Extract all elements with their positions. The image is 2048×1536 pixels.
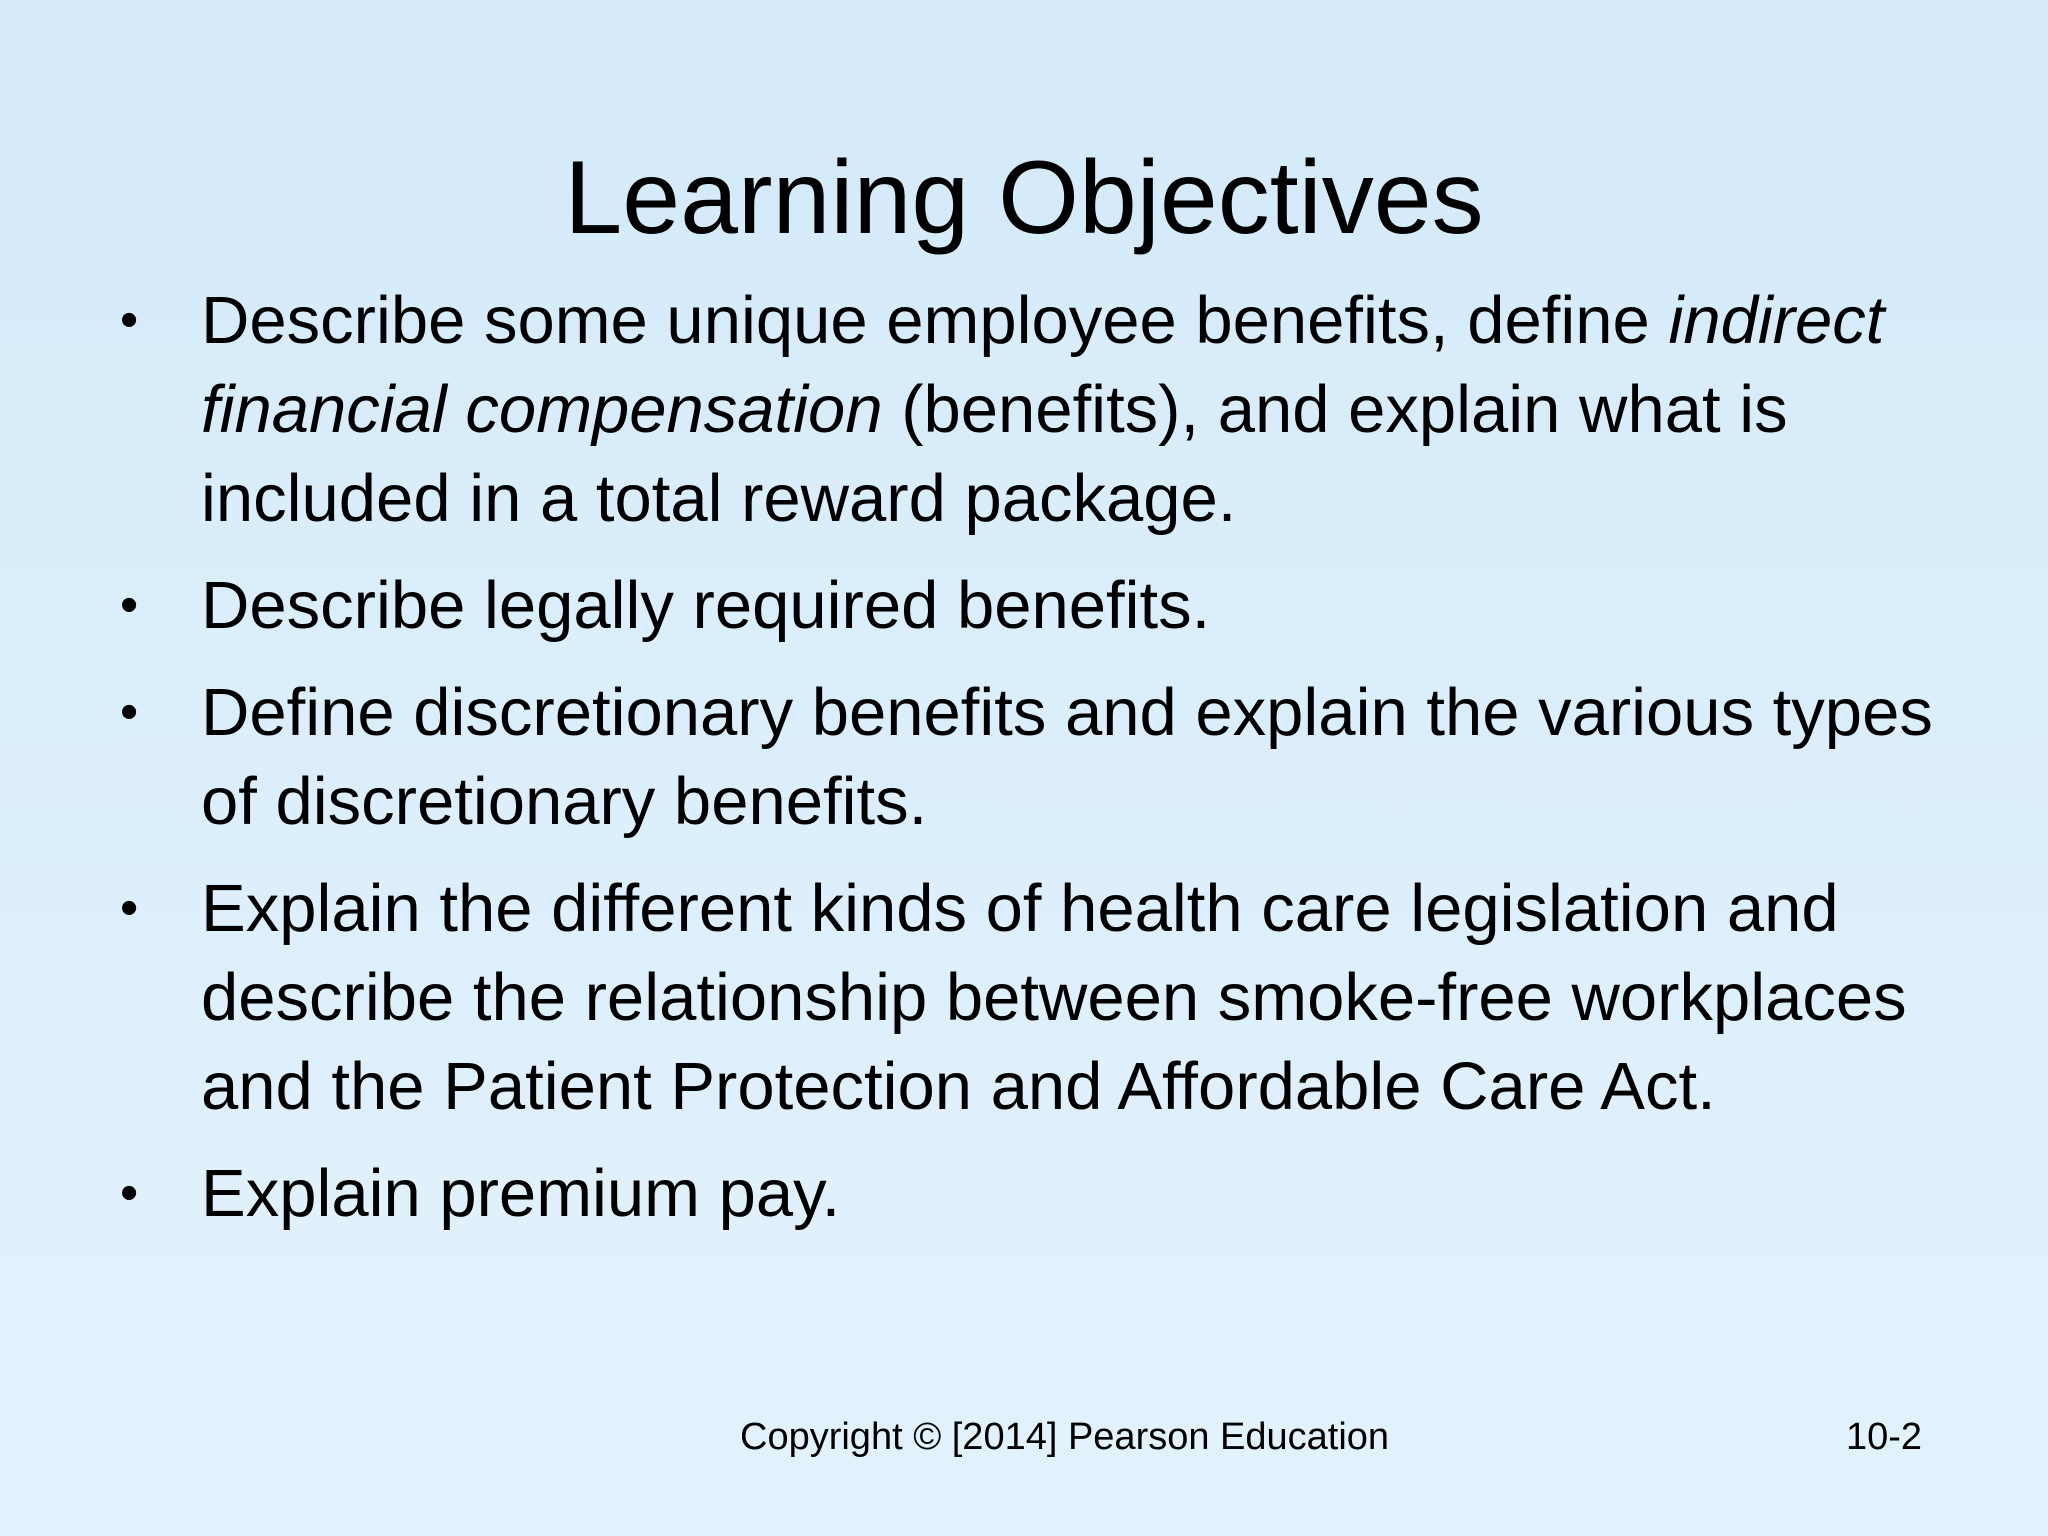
bullet-icon: • [120, 1164, 139, 1222]
list-item [120, 276, 1970, 543]
bullet-emphasis: indirect financial compensation [201, 283, 1885, 447]
bullet-text: Describe legally required benefits. [201, 568, 1211, 643]
objectives-list [120, 276, 1970, 1256]
list-item [120, 668, 1970, 846]
slide-number: 10-2 [1846, 1416, 1923, 1458]
bullet-text-end: (benefits), and explain what is included in a total reward package. [201, 372, 1788, 536]
list-item [120, 864, 1970, 1131]
bullet-icon: • [120, 291, 139, 349]
bullet-text: Explain the different kinds of health care legislation and describe the relationship between smoke-free workplaces and the Patient Protection and Affordable Care Act. [201, 871, 1907, 1124]
bullet-text-start: Describe some unique employee benefits, define [201, 283, 1669, 358]
list-item [120, 561, 1970, 650]
slide-title: Learning Objectives [564, 140, 1484, 256]
bullet-icon: • [120, 879, 139, 937]
bullet-icon: • [120, 576, 139, 634]
bullet-icon: • [120, 683, 139, 741]
bullet-text: Define discretionary benefits and explain the various types of discretionary benefits. [201, 675, 1933, 839]
list-item [120, 1149, 1970, 1238]
footer-copyright: Copyright © [2014] Pearson Education [740, 1416, 1390, 1458]
bullet-text: Explain premium pay. [201, 1156, 841, 1231]
